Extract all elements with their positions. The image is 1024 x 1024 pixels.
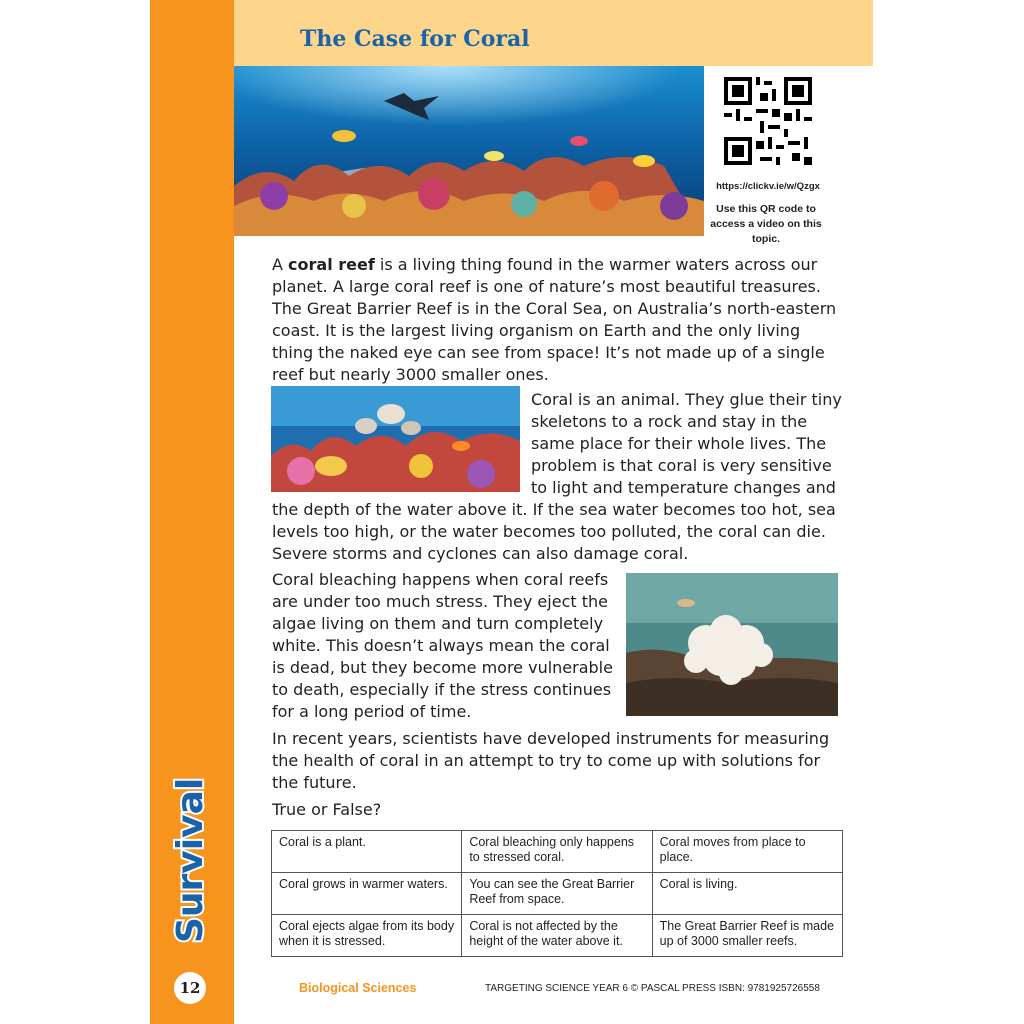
table-cell: Coral is a plant. xyxy=(272,831,462,873)
paragraph-intro: A coral reef is a living thing found in the warmer waters across our planet. A large coral reef is one of nature’s most beautiful treasures. The Great Barrier Reef is in the Coral Sea, on Australia’s north-eastern coast. It is the largest living organism on Earth and the only living thing the naked eye can see from space! It’s not made up of a single reef but nearly 3000 smaller ones. xyxy=(272,255,837,384)
footer-subject: Biological Sciences xyxy=(299,981,417,995)
table-cell: Coral bleaching only happens to stressed coral. xyxy=(462,831,652,873)
footer-credit: TARGETING SCIENCE YEAR 6 © PASCAL PRESS ISBN: 9781925726558 xyxy=(485,983,820,994)
paragraph-coral-animal: Coral is an animal. They glue their tiny skeletons to a rock and stay in the same place for their whole lives. The problem is that coral is very sensitive to light and temperature changes and xyxy=(531,390,842,497)
paragraph-research: In recent years, scientists have developed instruments for measuring the health of coral in an attempt to try to come up with solutions for the future. xyxy=(272,729,830,792)
table-cell: You can see the Great Barrier Reef from space. xyxy=(462,873,652,915)
qr-note: Use this QR code to access a video on this topic. xyxy=(710,203,822,245)
table-cell: Coral moves from place to place. xyxy=(652,831,842,873)
coral-reef-hero-image xyxy=(234,66,704,236)
table-cell: Coral grows in warmer waters. xyxy=(272,873,462,915)
true-false-table xyxy=(271,830,843,957)
coral-reef-term: coral reef xyxy=(288,255,375,274)
bleached-coral-image xyxy=(626,573,838,716)
table-row xyxy=(272,873,843,915)
table-cell: Coral is living. xyxy=(652,873,842,915)
table-cell: Coral is not affected by the height of the water above it. xyxy=(462,915,652,957)
page-number: 12 xyxy=(174,972,206,1004)
paragraph-bleaching: Coral bleaching happens when coral reefs are under too much stress. They eject the algae living on them and turn completely white. This doesn’t always mean the coral is dead, but they become more vulnerable to death, especially if the stress continues for a long period of time. xyxy=(272,570,613,721)
qr-url[interactable]: https://clickv.ie/w/Qzgx xyxy=(716,181,820,192)
section-label-survival xyxy=(150,765,234,945)
table-row xyxy=(272,831,843,873)
svg-text:Survival: Survival xyxy=(170,777,211,943)
table-cell: Coral ejects algae from its body when it is stressed. xyxy=(272,915,462,957)
paragraph-coral-threats: the depth of the water above it. If the sea water becomes too hot, sea levels too high, or the water becomes too polluted, the coral can die. Severe storms and cyclones can also damage coral. xyxy=(272,500,836,563)
reef-fish-image xyxy=(271,386,520,492)
true-false-label: True or False? xyxy=(272,800,382,819)
page-title: The Case for Coral xyxy=(300,26,530,52)
table-cell: The Great Barrier Reef is made up of 3000 smaller reefs. xyxy=(652,915,842,957)
qr-code[interactable] xyxy=(720,73,816,169)
table-row xyxy=(272,915,843,957)
